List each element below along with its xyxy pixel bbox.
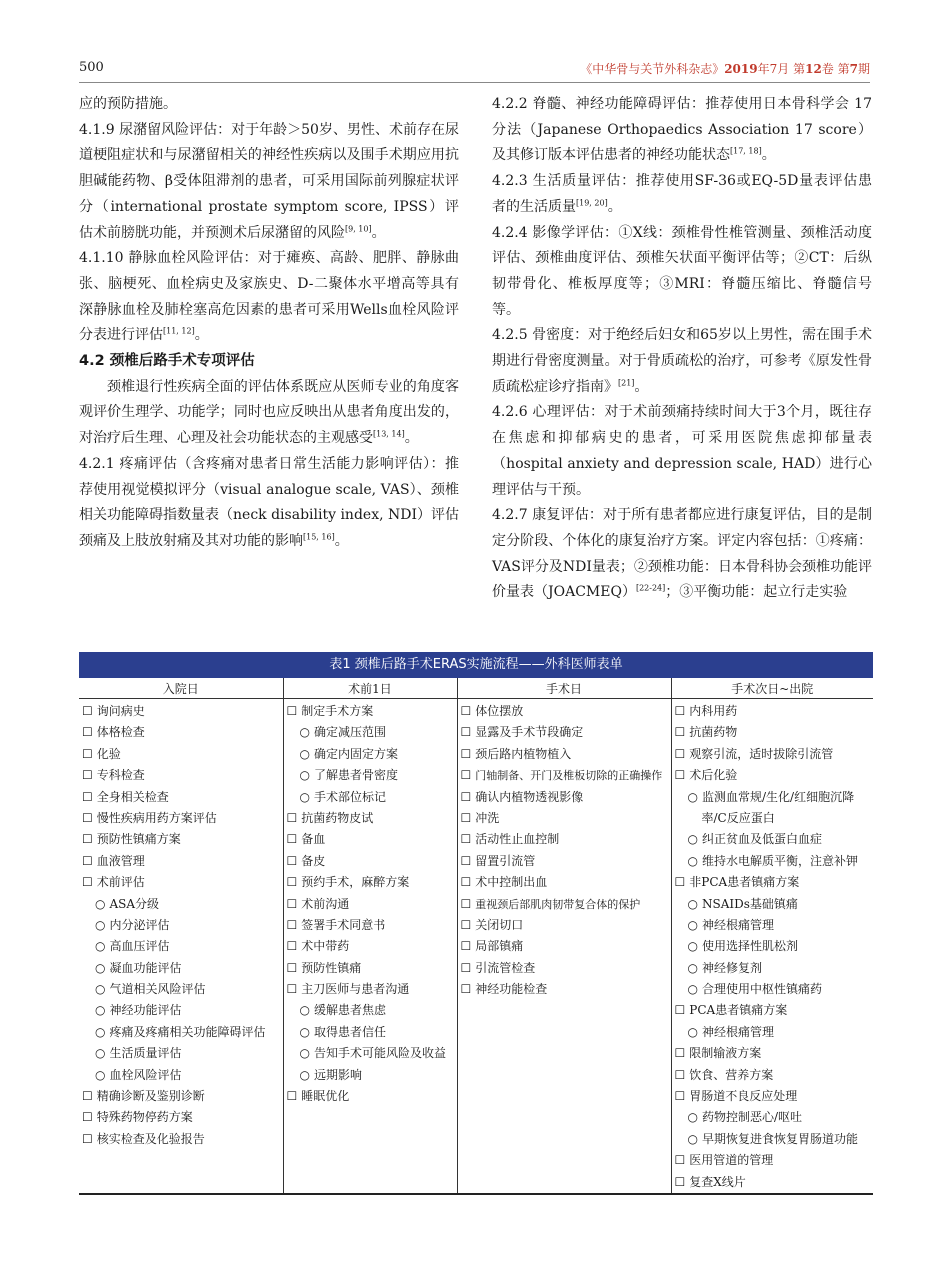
table-item-text: 率/C反应蛋白	[701, 810, 775, 825]
table-item-text: 精确诊断及鉴别诊断	[96, 1089, 205, 1104]
citation-ref: [19, 20]	[576, 198, 608, 208]
checkbox-icon: ☐	[460, 832, 472, 847]
checkbox-icon: ☐	[286, 939, 298, 954]
checkbox-icon: ☐	[82, 725, 93, 740]
circle-bullet-icon: ○	[299, 789, 310, 804]
circle-bullet-icon: ○	[95, 1024, 106, 1039]
table-item	[284, 744, 457, 765]
table-cell	[79, 699, 283, 1194]
table-item	[458, 787, 671, 808]
table-item	[672, 1065, 874, 1086]
circle-bullet-icon: ○	[299, 1024, 310, 1039]
checkbox-icon: ☐	[286, 853, 298, 868]
table-item	[458, 915, 671, 936]
table-item	[79, 1107, 283, 1128]
body-column-right	[492, 92, 872, 606]
table-item	[458, 958, 671, 979]
paragraph-end: 。	[334, 532, 349, 549]
paragraph-end: 。	[194, 327, 209, 344]
table-item	[284, 894, 457, 915]
circle-bullet-icon: ○	[687, 960, 698, 975]
table-item-text: 合理使用中枢性镇痛药	[701, 982, 822, 997]
table-item	[284, 1022, 457, 1043]
table-item-text: 体位摆放	[475, 704, 524, 718]
table-item	[672, 958, 874, 979]
circle-bullet-icon: ○	[687, 789, 698, 804]
table-item-text: 取得患者信任	[313, 1024, 386, 1039]
section-heading: 4.2 颈椎后路手术专项评估	[79, 353, 255, 370]
checkbox-icon: ☐	[674, 704, 686, 718]
header-rule	[79, 82, 870, 83]
paragraph	[79, 118, 459, 247]
table-item	[458, 765, 671, 786]
table-item-text: 使用选择性肌松剂	[701, 939, 798, 954]
table-item-text: 神经根痛管理	[701, 1024, 774, 1039]
table-cell	[457, 699, 671, 1194]
table-item-text: 术前评估	[96, 875, 145, 890]
checkbox-icon: ☐	[674, 1067, 686, 1082]
table-item-text: 显露及手术节段确定	[475, 725, 584, 740]
table-item-text: 颈后路内植物植入	[475, 746, 572, 761]
circle-bullet-icon: ○	[687, 982, 698, 997]
paragraph	[79, 92, 459, 118]
table-item	[458, 851, 671, 872]
paragraph	[79, 452, 459, 555]
table-item	[284, 1000, 457, 1021]
table-item	[672, 722, 874, 743]
table-item-text: 备血	[301, 832, 326, 847]
table-item	[672, 1172, 874, 1193]
table-item	[284, 851, 457, 872]
table-item	[79, 1129, 283, 1150]
table-item	[79, 744, 283, 765]
table-item-text: 高血压评估	[109, 939, 170, 954]
paragraph	[79, 246, 459, 349]
table-item	[79, 1000, 283, 1021]
table-item-text: 内科用药	[689, 704, 738, 718]
table-item-text: 神经修复剂	[701, 960, 762, 975]
checkbox-icon: ☐	[460, 725, 472, 740]
table-item-text: 预约手术，麻醉方案	[301, 875, 410, 890]
table-item-text: 术中带药	[301, 939, 350, 954]
table-item-text: 签署手术同意书	[301, 917, 386, 932]
table-item-text: 观察引流，适时拔除引流管	[689, 746, 834, 761]
table-item	[284, 1086, 457, 1107]
table-item	[79, 1065, 283, 1086]
table-item-text: 术后化验	[689, 768, 738, 783]
checkbox-icon: ☐	[82, 875, 93, 890]
table-item-text: 术前沟通	[301, 896, 350, 911]
table-item-text: 凝血功能评估	[109, 960, 182, 975]
table-item	[284, 915, 457, 936]
table-item-text: 早期恢复进食恢复胃肠道功能	[701, 1131, 858, 1146]
table-item-text: 全身相关检查	[96, 789, 169, 804]
table-item	[672, 1022, 874, 1043]
paragraph-end: ；③平衡功能：起立行走实验	[665, 584, 848, 601]
column-header: 术前1日	[283, 678, 457, 699]
checkbox-icon: ☐	[460, 810, 472, 825]
table-item	[79, 936, 283, 957]
table-item	[458, 722, 671, 743]
table-item-text: 非PCA患者镇痛方案	[689, 875, 800, 890]
volume-suffix: 卷 第	[821, 62, 850, 76]
table-item	[672, 979, 874, 1000]
table-item-text: 药物控制恶心/呕吐	[701, 1110, 803, 1125]
table-item	[284, 936, 457, 957]
table-item-text: 饮食、营养方案	[689, 1067, 774, 1082]
checkbox-icon: ☐	[460, 896, 472, 911]
paragraph-text: 4.1.9 尿潴留风险评估：对于年龄＞50岁、男性、术前存在尿道梗阻症状和与尿潴留相关的神经性疾病以及围手术期应用抗胆碱能药物、β受体阻滞剂的患者，可采用国际前列腺症状评分（international prostate symptom score, IPSS）评估术前膀胱功能，并预测术后尿潴留的风险	[79, 121, 459, 241]
table-item-text: 术中控制出血	[475, 875, 548, 890]
table-item-text: 缓解患者焦虑	[313, 1003, 386, 1018]
checkbox-icon: ☐	[674, 1046, 686, 1061]
table-item	[79, 979, 283, 1000]
paragraph	[492, 169, 872, 220]
circle-bullet-icon: ○	[95, 939, 106, 954]
table-item	[672, 787, 874, 808]
table-item-text: 血液管理	[96, 853, 145, 868]
table-item	[79, 808, 283, 829]
table-item	[672, 1086, 874, 1107]
table-item	[458, 701, 671, 722]
table-item	[284, 1043, 457, 1064]
table-item-text: 告知手术可能风险及收益	[313, 1046, 446, 1061]
paragraph-text: 4.2.1 疼痛评估（含疼痛对患者日常生活能力影响评估）：推荐使用视觉模拟评分（visual analogue scale, VAS）、颈椎相关功能障碍指数量表（neck disability index, NDI）评估颈痛及上肢放射痛及其对功能的影响	[79, 455, 459, 549]
paragraph-end: 。	[404, 430, 419, 447]
circle-bullet-icon: ○	[95, 917, 106, 932]
table-item-text: 监测血常规/生化/红细胞沉降	[701, 789, 855, 804]
checkbox-icon: ☐	[286, 960, 298, 975]
paragraph-text: 4.2.3 生活质量评估：推荐使用SF-36或EQ-5D量表评估患者的生活质量	[492, 173, 872, 215]
issue-suffix: 期	[857, 62, 870, 76]
checkbox-icon: ☐	[82, 853, 93, 868]
table-item-text: 制定手术方案	[301, 704, 374, 718]
table-item	[284, 1065, 457, 1086]
citation-ref: [11, 12]	[163, 326, 195, 336]
checkbox-icon: ☐	[286, 1089, 298, 1104]
table-item	[672, 1107, 874, 1128]
circle-bullet-icon: ○	[95, 1003, 106, 1018]
table-item	[672, 1043, 874, 1064]
table-item	[79, 765, 283, 786]
checkbox-icon: ☐	[286, 917, 298, 932]
checkbox-icon: ☐	[82, 1110, 93, 1125]
table-item	[672, 872, 874, 893]
checkbox-icon: ☐	[674, 725, 686, 740]
table-header-row	[79, 678, 873, 699]
paragraph-text: 4.2.5 骨密度：对于绝经后妇女和65岁以上男性，需在围手术期进行骨密度测量。对于骨质疏松的治疗，可参考《原发性骨质疏松症诊疗指南》	[492, 327, 872, 395]
table-item-text: 留置引流管	[475, 853, 536, 868]
table-item-text: 胃肠道不良反应处理	[689, 1089, 798, 1104]
checkbox-icon: ☐	[286, 982, 298, 997]
checkbox-icon: ☐	[460, 982, 472, 997]
table-item-text: 主刀医师与患者沟通	[301, 982, 410, 997]
paragraph-end: 。	[634, 378, 649, 395]
table-item	[284, 765, 457, 786]
table-item-text: 体格检查	[96, 725, 145, 740]
checkbox-icon: ☐	[674, 746, 686, 761]
table-item	[284, 872, 457, 893]
citation-ref: [15, 16]	[303, 532, 335, 542]
table-item-text: 了解患者骨密度	[313, 768, 398, 783]
circle-bullet-icon: ○	[687, 832, 698, 847]
checkbox-icon: ☐	[82, 768, 93, 783]
table-item	[672, 808, 874, 829]
paragraph-end: 。	[371, 224, 386, 241]
circle-bullet-icon: ○	[95, 896, 106, 911]
circle-bullet-icon: ○	[687, 917, 698, 932]
circle-bullet-icon: ○	[687, 1131, 698, 1146]
table-cell	[671, 699, 873, 1194]
table-item-text: 核实检查及化验报告	[96, 1131, 205, 1146]
circle-bullet-icon: ○	[299, 1003, 310, 1018]
month-suffix: 月 第	[777, 62, 806, 76]
paragraph-text: 4.2.7 康复评估：对于所有患者都应进行康复评估，目的是制定分阶段、个体化的康复治疗方案。评定内容包括：①疼痛：VAS评分及NDI量表；②颈椎功能：日本骨科协会颈椎功能评价量表（JOACMEQ）	[492, 507, 872, 601]
table-item	[284, 958, 457, 979]
checkbox-icon: ☐	[674, 1153, 686, 1168]
checkbox-icon: ☐	[460, 853, 472, 868]
checkbox-icon: ☐	[82, 810, 93, 825]
table-item	[79, 829, 283, 850]
circle-bullet-icon: ○	[299, 1067, 310, 1082]
table-item	[284, 722, 457, 743]
journal-issue: 7	[849, 62, 858, 76]
table-item-text: 确定减压范围	[313, 725, 386, 740]
table-item-text: 慢性疾病用药方案评估	[96, 810, 217, 825]
checkbox-icon: ☐	[286, 896, 298, 911]
table-1	[79, 652, 873, 1195]
table-item	[458, 872, 671, 893]
table-item	[79, 872, 283, 893]
body-column-left	[79, 92, 459, 555]
citation-ref: [21]	[618, 378, 635, 388]
table-item	[672, 829, 874, 850]
circle-bullet-icon: ○	[299, 746, 310, 761]
table-item-text: 重视颈后部肌肉韧带复合体的保护	[475, 897, 641, 911]
table-item-text: 化验	[96, 746, 121, 761]
circle-bullet-icon: ○	[687, 1110, 698, 1125]
circle-bullet-icon: ○	[687, 1024, 698, 1039]
table-item	[672, 1000, 874, 1021]
table-cell	[283, 699, 457, 1194]
paragraph	[492, 92, 872, 169]
checkbox-icon: ☐	[82, 746, 93, 761]
checkbox-icon: ☐	[286, 875, 298, 890]
paragraph-text: 应的预防措施。	[79, 96, 177, 112]
paragraph	[492, 400, 872, 503]
checkbox-icon: ☐	[460, 704, 472, 718]
table-item-text: 抗菌药物	[689, 725, 738, 740]
circle-bullet-icon: ○	[95, 960, 106, 975]
table-item	[79, 1022, 283, 1043]
checkbox-icon: ☐	[460, 875, 472, 890]
paragraph-text: 4.2.2 脊髓、神经功能障碍评估：推荐使用日本骨科学会 17 分法（Japanese Orthopaedics Association 17 score）及其修订版本评估患者的神经功能状态	[492, 96, 872, 164]
paragraph-text: 4.2.6 心理评估：对于术前颈痛持续时间大于3个月，既往存在焦虑和抑郁病史的患者，可采用医院焦虑抑郁量表（hospital anxiety and depression scale, HAD）进行心理评估与干预。	[492, 404, 872, 498]
table-item-text: 手术部位标记	[313, 789, 386, 804]
table-item	[284, 979, 457, 1000]
checkbox-icon: ☐	[82, 789, 93, 804]
page-number: 500	[79, 60, 104, 75]
table-item	[79, 894, 283, 915]
checkbox-icon: ☐	[460, 939, 472, 954]
table-item	[458, 936, 671, 957]
journal-volume: 12	[805, 62, 822, 76]
checkbox-icon: ☐	[460, 960, 472, 975]
table-item-text: 维持水电解质平衡，注意补钾	[701, 853, 858, 868]
citation-ref: [9, 10]	[345, 223, 372, 233]
checkbox-icon: ☐	[286, 832, 298, 847]
table-item	[458, 829, 671, 850]
paragraph-text: 4.2.4 影像学评估：①X线：颈椎骨性椎管测量、颈椎活动度评估、颈椎曲度评估、颈椎矢状面平衡评估等；②CT：后纵韧带骨化、椎板厚度等；③MRI：脊髓压缩比、脊髓信号等。	[492, 224, 872, 318]
column-header: 手术日	[457, 678, 671, 699]
table-item	[79, 1043, 283, 1064]
paragraph-text: 4.1.10 静脉血栓风险评估：对于瘫痪、高龄、肥胖、静脉曲张、脑梗死、血栓病史及家族史、D-二聚体水平增高等具有深静脉血栓及肺栓塞高危因素的患者可采用Wells血栓风险评分表进行评估	[79, 250, 459, 344]
table-item	[79, 851, 283, 872]
citation-ref: [17, 18]	[730, 146, 762, 156]
table-item-text: 确定内固定方案	[313, 746, 398, 761]
table-item-text: 询问病史	[96, 704, 145, 718]
table-item	[79, 701, 283, 722]
table-title: 表1 颈椎后路手术ERAS实施流程——外科医师表单	[79, 652, 873, 678]
table-item	[672, 1129, 874, 1150]
checkbox-icon: ☐	[674, 768, 686, 783]
table-item	[458, 744, 671, 765]
circle-bullet-icon: ○	[299, 768, 310, 783]
citation-ref: [13, 14]	[373, 429, 405, 439]
table-item	[458, 979, 671, 1000]
circle-bullet-icon: ○	[687, 853, 698, 868]
table-item-text: 睡眠优化	[301, 1089, 350, 1104]
table-item-text: PCA患者镇痛方案	[689, 1003, 788, 1018]
paragraph-text: 颈椎退行性疾病全面的评估体系既应从医师专业的角度客观评价生理学、功能学；同时也应反映出从患者角度出发的，对治疗后生理、心理及社会功能状态的主观感受	[79, 378, 459, 447]
table-item	[79, 1086, 283, 1107]
paragraph	[492, 323, 872, 400]
checkbox-icon: ☐	[286, 704, 298, 718]
paragraph	[79, 375, 459, 452]
table-item-text: 生活质量评估	[109, 1046, 182, 1061]
table-item-text: 关闭切口	[475, 917, 524, 932]
table-item	[79, 958, 283, 979]
table-item-text: 抗菌药物皮试	[301, 810, 374, 825]
table-row	[79, 699, 873, 1194]
paragraph	[492, 221, 872, 324]
table-item	[79, 915, 283, 936]
table-item	[672, 744, 874, 765]
eras-table	[79, 678, 873, 1195]
journal-year: 2019	[724, 62, 758, 76]
checkbox-icon: ☐	[460, 789, 472, 804]
table-item-text: 疼痛及疼痛相关功能障碍评估	[109, 1024, 266, 1039]
table-item-text: 气道相关风险评估	[109, 982, 206, 997]
table-item-text: 神经根痛管理	[701, 917, 774, 932]
table-item	[284, 787, 457, 808]
table-item-text: 限制输液方案	[689, 1046, 762, 1061]
circle-bullet-icon: ○	[95, 1067, 106, 1082]
table-item-text: 远期影响	[313, 1067, 362, 1082]
checkbox-icon: ☐	[674, 1089, 686, 1104]
table-item-text: 门轴制备、开门及椎板切除的正确操作	[475, 769, 663, 783]
checkbox-icon: ☐	[82, 704, 93, 718]
circle-bullet-icon: ○	[299, 1046, 310, 1061]
checkbox-icon: ☐	[460, 917, 472, 932]
checkbox-icon: ☐	[460, 768, 472, 783]
table-item-text: 内分泌评估	[109, 917, 170, 932]
checkbox-icon: ☐	[82, 1089, 93, 1104]
table-item	[284, 808, 457, 829]
table-item-text: 血栓风险评估	[109, 1067, 182, 1082]
table-item-text: 神经功能评估	[109, 1003, 182, 1018]
year-suffix: 年	[757, 62, 770, 76]
journal-month: 7	[769, 62, 778, 76]
table-item	[79, 787, 283, 808]
checkbox-icon: ☐	[674, 1003, 686, 1018]
checkbox-icon: ☐	[286, 810, 298, 825]
table-item	[672, 701, 874, 722]
table-item	[672, 894, 874, 915]
table-item-text: 神经功能检查	[475, 982, 548, 997]
paragraph	[492, 503, 872, 606]
checkbox-icon: ☐	[674, 875, 686, 890]
circle-bullet-icon: ○	[299, 725, 310, 740]
table-item-text: 备皮	[301, 853, 326, 868]
table-item	[672, 851, 874, 872]
table-item	[458, 808, 671, 829]
table-item-text: 引流管检查	[475, 960, 536, 975]
column-header: 手术次日~出院	[671, 678, 873, 699]
column-header: 入院日	[79, 678, 283, 699]
table-item	[79, 722, 283, 743]
circle-bullet-icon: ○	[95, 1046, 106, 1061]
paragraph-end: 。	[607, 198, 622, 215]
table-item	[284, 829, 457, 850]
journal-name: 《中华骨与关节外科杂志》	[580, 62, 725, 76]
checkbox-icon: ☐	[82, 832, 93, 847]
table-item	[672, 1150, 874, 1171]
table-item-text: 专科检查	[96, 768, 145, 783]
checkbox-icon: ☐	[460, 746, 472, 761]
table-item-text: 纠正贫血及低蛋白血症	[701, 832, 822, 847]
paragraph-end: 。	[761, 147, 776, 164]
table-item-text: 医用管道的管理	[689, 1153, 774, 1168]
table-item-text: 活动性止血控制	[475, 832, 560, 847]
table-item-text: 预防性镇痛	[301, 960, 362, 975]
circle-bullet-icon: ○	[687, 939, 698, 954]
table-item-text: 局部镇痛	[475, 939, 524, 954]
table-item	[284, 701, 457, 722]
table-item-text: 特殊药物停药方案	[96, 1110, 193, 1125]
circle-bullet-icon: ○	[687, 896, 698, 911]
table-item	[672, 765, 874, 786]
table-item	[458, 894, 671, 915]
checkbox-icon: ☐	[674, 1174, 686, 1189]
table-item-text: 预防性镇痛方案	[96, 832, 181, 847]
circle-bullet-icon: ○	[95, 982, 106, 997]
table-item	[672, 936, 874, 957]
citation-ref: [22-24]	[635, 583, 666, 593]
table-item-text: 冲洗	[475, 810, 500, 825]
table-item-text: ASA分级	[109, 896, 160, 911]
running-header	[580, 60, 870, 77]
table-item	[672, 915, 874, 936]
table-item-text: 确认内植物透视影像	[475, 789, 584, 804]
table-item-text: 复查X线片	[689, 1174, 746, 1189]
checkbox-icon: ☐	[82, 1131, 93, 1146]
table-item-text: NSAIDs基础镇痛	[701, 896, 798, 911]
